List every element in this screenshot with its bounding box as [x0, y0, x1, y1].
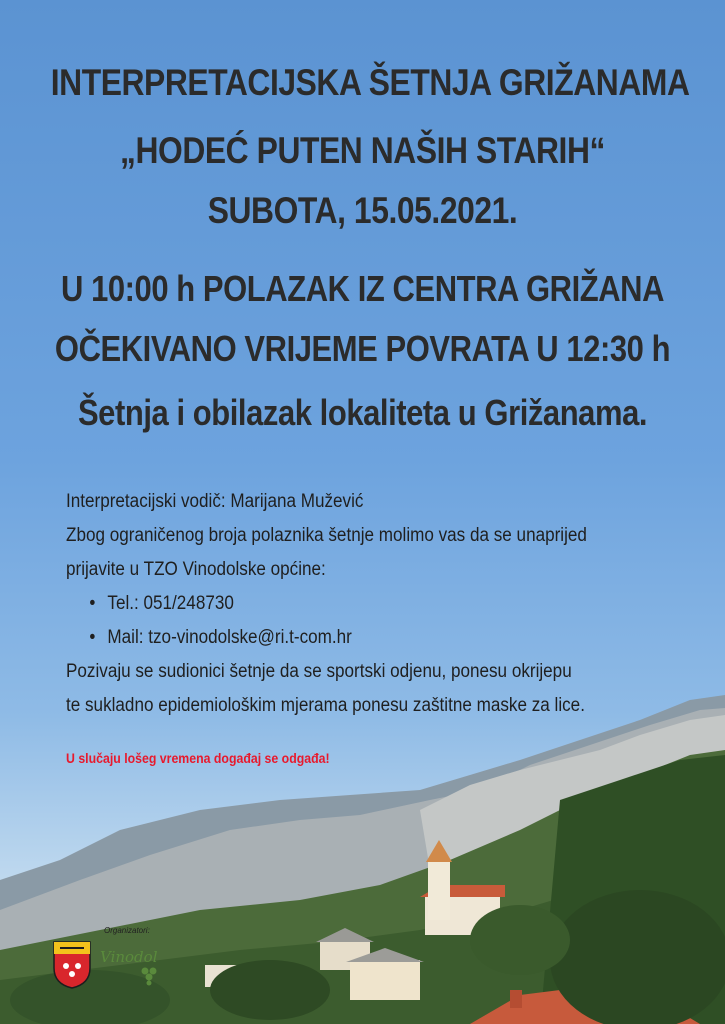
contact-mail[interactable]: • Mail: tzo-vinodolske@ri.t-com.hr — [89, 621, 606, 655]
info-block — [66, 485, 606, 723]
headline-description: Šetnja i obilazak lokaliteta u Grižanama. — [77, 392, 648, 433]
headline-subtitle: „HODEĆ PUTEN NAŠIH STARIH“ — [119, 130, 605, 171]
grapes-icon — [138, 964, 160, 986]
note-text-2: te sukladno epidemiološkim mjerama ponesu zaštitne maske za lice. — [66, 695, 585, 716]
organizers-label: Organizatori: — [104, 926, 150, 935]
landscape-photo — [0, 680, 725, 1024]
headline-return: OČEKIVANO VRIJEME POVRATA U 12:30 h — [54, 328, 671, 369]
signup-text-2: prijavite u TZO Vinodolske općine: — [66, 559, 326, 580]
contact-phone[interactable]: • Tel.: 051/248730 — [89, 587, 606, 621]
headline-title: INTERPRETACIJSKA ŠETNJA GRIŽANAMA — [50, 62, 690, 103]
contact-list — [66, 587, 606, 655]
headline-departure: U 10:00 h POLAZAK IZ CENTRA GRIŽANA — [60, 268, 665, 309]
note-text-1: Pozivaju se sudionici šetnje da se sportski odjenu, ponesu okrijepu — [66, 661, 572, 682]
headline-date: SUBOTA, 15.05.2021. — [207, 190, 518, 231]
coat-of-arms-icon — [52, 940, 92, 990]
guide-text: Interpretacijski vodič: Marijana Mužević — [66, 491, 364, 512]
signup-text-1: Zbog ograničenog broja polaznika šetnje molimo vas da se unaprijed — [66, 525, 587, 546]
vinodol-logo: Vinodol — [100, 948, 158, 966]
weather-warning: U slučaju lošeg vremena događaj se odgađa! — [66, 750, 330, 766]
